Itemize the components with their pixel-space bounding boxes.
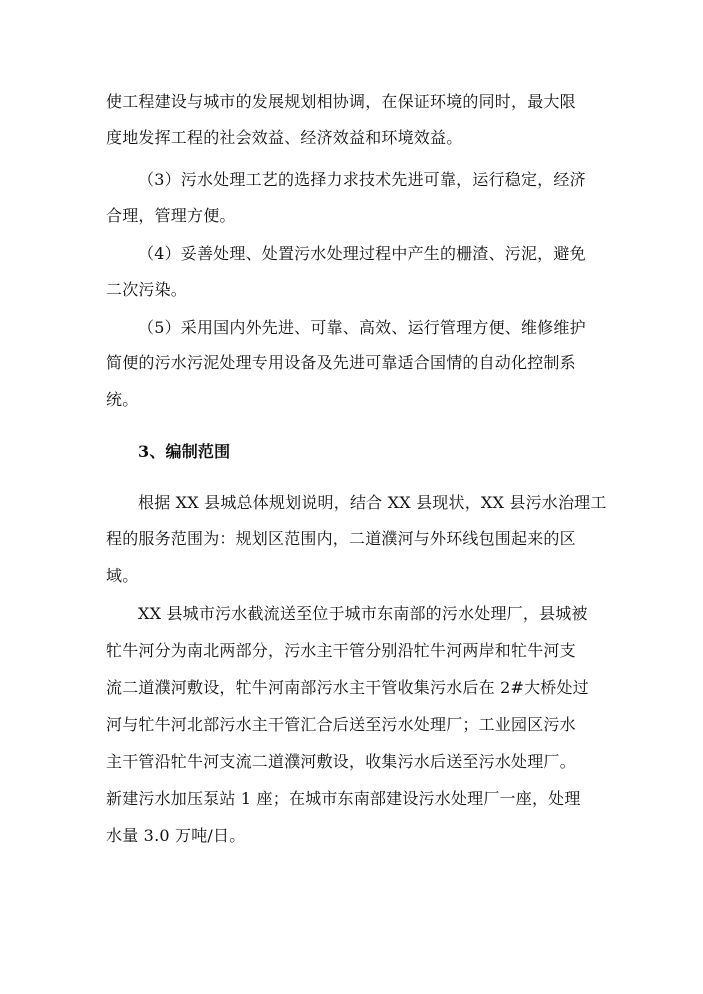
item-3-line-1: （3）污水处理工艺的选择力求技术先进可靠，运行稳定，经济: [138, 170, 586, 189]
scope-line-2: 程的服务范围为：规划区范围内，二道濮河与外环线包围起来的区: [106, 529, 576, 548]
detail-line-1: XX 县城市污水截流送至位于城市东南部的污水处理厂，县城被: [138, 604, 588, 623]
text-line-2: 度地发挥工程的社会效益、经济效益和环境效益。: [106, 128, 463, 147]
detail-line-3: 流二道濮河敷设，牤牛河南部污水主干管收集污水后在 2#大桥处过: [106, 678, 589, 697]
text-line-1: 使工程建设与城市的发展规划相协调，在保证环境的同时，最大限: [106, 92, 576, 111]
detail-line-2: 牤牛河分为南北两部分，污水主干管分别沿牤牛河两岸和牤牛河支: [106, 641, 576, 660]
item-3-line-2: 合理，管理方便。: [106, 206, 236, 225]
item-4-line-2: 二次污染。: [106, 280, 188, 299]
item-4-line-1: （4）妥善处理、处置污水处理过程中产生的栅渣、污泥，避免: [138, 244, 586, 263]
detail-line-7: 水量 3.0 万吨/日。: [106, 826, 246, 845]
detail-line-6: 新建污水加压泵站 1 座；在城市东南部建设污水处理厂一座，处理: [106, 789, 581, 808]
scope-line-3: 域。: [106, 566, 139, 585]
item-5-line-1: （5）采用国内外先进、可靠、高效、运行管理方便、维修维护: [138, 318, 586, 337]
detail-line-4: 河与牤牛河北部污水主干管汇合后送至污水处理厂；工业园区污水: [106, 715, 576, 734]
detail-line-5: 主干管沿牤牛河支流二道濮河敷设，收集污水后送至污水处理厂。: [106, 752, 576, 771]
scope-line-1: 根据 XX 县城总体规划说明，结合 XX 县现状，XX 县污水治理工: [138, 493, 607, 512]
section-heading: 3、编制范围: [138, 442, 231, 461]
item-5-line-2: 简便的污水污泥处理专用设备及先进可靠适合国情的自动化控制系: [106, 353, 576, 372]
item-5-line-3: 统。: [106, 390, 139, 409]
